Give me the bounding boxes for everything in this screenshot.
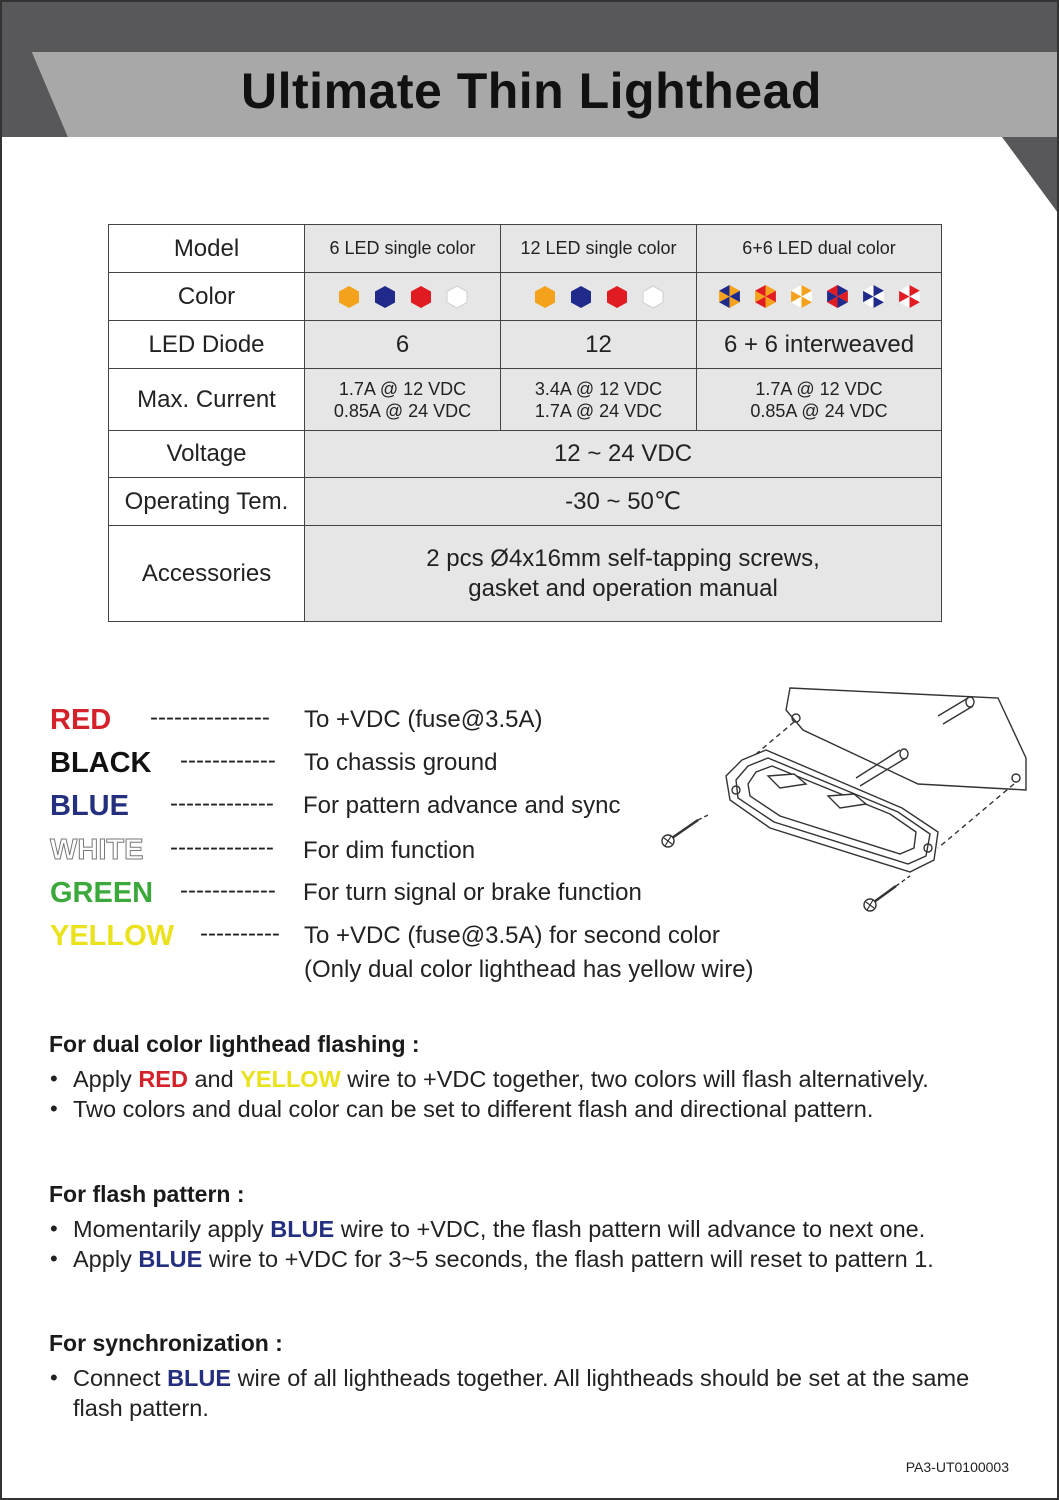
text: Apply <box>73 1246 139 1272</box>
diode-6led: 6 <box>305 321 501 369</box>
page-title: Ultimate Thin Lighthead <box>241 63 822 119</box>
row-label: Color <box>109 273 305 321</box>
blue-hexagon-icon <box>373 285 397 309</box>
current-line: 1.7A @ 12 VDC <box>755 378 883 399</box>
color-swatches-dual <box>697 273 942 321</box>
wire-desc: For pattern advance and sync <box>303 792 621 819</box>
text: Apply <box>73 1066 139 1092</box>
wire-name: RED <box>50 704 112 736</box>
part-code: PA3-UT0100003 <box>905 1459 1009 1475</box>
row-label: LED Diode <box>109 321 305 369</box>
blue-keyword: BLUE <box>270 1216 335 1242</box>
spec-table <box>108 224 942 622</box>
diode-dual: 6 + 6 interweaved <box>697 321 942 369</box>
text: wire to +VDC for 3~5 seconds, the flash pattern will reset to pattern 1. <box>202 1246 934 1272</box>
row-voltage <box>109 431 942 478</box>
row-label: Max. Current <box>109 369 305 431</box>
text: wire of all lightheads together. All lightheads should be set at the same flash pattern. <box>73 1365 970 1421</box>
text: wire to +VDC, the flash pattern will advance to next one. <box>334 1216 926 1242</box>
list-item: • Two colors and dual color can be set to different flash and directional pattern. <box>50 1094 929 1124</box>
lighthead-mounting-diagram <box>638 680 1030 916</box>
white-hexagon-icon <box>445 285 469 309</box>
amber-hexagon-icon <box>337 285 361 309</box>
color-swatches-12led <box>501 273 697 321</box>
amber-hexagon-icon <box>533 285 557 309</box>
wire-name: YELLOW <box>50 920 175 952</box>
list-item <box>50 1064 929 1094</box>
blue-white-hexagon-icon <box>861 284 886 309</box>
section-heading-dual: For dual color lighthead flashing : <box>49 1031 420 1057</box>
row-label: Operating Tem. <box>109 478 305 526</box>
wire-desc: To +VDC (fuse@3.5A) <box>304 706 543 733</box>
text: wire to +VDC together, two colors will flash alternatively. <box>340 1066 929 1092</box>
list-sync <box>50 1363 970 1423</box>
amber-red-hexagon-icon <box>753 284 778 309</box>
accessories-line: 2 pcs Ø4x16mm self-tapping screws, <box>426 544 820 572</box>
current-6led <box>305 369 501 431</box>
current-line: 1.7A @ 12 VDC <box>338 378 467 399</box>
list-flash <box>50 1214 934 1274</box>
model-6led: 6 LED single color <box>305 225 501 273</box>
wire-dashes: --------------- <box>150 704 270 731</box>
current-line: 0.85A @ 24 VDC <box>750 400 888 421</box>
amber-white-hexagon-icon <box>789 284 814 309</box>
wire-name: BLUE <box>50 790 129 822</box>
blue-keyword: BLUE <box>138 1246 203 1272</box>
row-label: Voltage <box>109 431 305 478</box>
red-keyword: RED <box>138 1066 188 1092</box>
red-white-hexagon-icon <box>897 284 922 309</box>
model-12led: 12 LED single color <box>501 225 697 273</box>
list-item <box>50 1244 934 1274</box>
wire-desc: For dim function <box>303 837 476 864</box>
wire-dashes: ------------ <box>180 877 276 904</box>
blue-keyword: BLUE <box>167 1365 232 1391</box>
row-operating-temp <box>109 478 942 526</box>
accessories-value <box>305 526 942 622</box>
wire-name: GREEN <box>50 877 154 909</box>
yellow-keyword: YELLOW <box>240 1066 341 1092</box>
current-line: 0.85A @ 24 VDC <box>333 400 472 421</box>
wire-dashes: ------------- <box>170 790 274 817</box>
blue-hexagon-icon <box>569 285 593 309</box>
row-color <box>109 273 942 321</box>
diode-12led: 12 <box>501 321 697 369</box>
current-line: 3.4A @ 12 VDC <box>534 378 663 399</box>
color-swatches-6led <box>305 273 501 321</box>
section-heading-sync: For synchronization : <box>49 1330 283 1356</box>
current-line: 1.7A @ 24 VDC <box>534 400 663 421</box>
text: Momentarily apply <box>73 1216 271 1242</box>
row-accessories <box>109 526 942 622</box>
red-hexagon-icon <box>605 285 629 309</box>
row-label: Model <box>109 225 305 273</box>
row-max-current <box>109 369 942 431</box>
section-heading-flash: For flash pattern : <box>49 1181 245 1207</box>
amber-blue-hexagon-icon <box>717 284 742 309</box>
wire-dashes: ---------- <box>200 920 280 947</box>
list-item <box>50 1214 934 1244</box>
wire-name: BLACK <box>50 747 152 779</box>
wire-dashes: ------------- <box>170 834 274 861</box>
list-item <box>50 1363 970 1423</box>
accessories-line: gasket and operation manual <box>468 574 778 602</box>
red-hexagon-icon <box>409 285 433 309</box>
row-led-diode <box>109 321 942 369</box>
model-dual: 6+6 LED dual color <box>697 225 942 273</box>
white-hexagon-icon <box>641 285 665 309</box>
wire-desc: To +VDC (fuse@3.5A) for second color <box>304 922 720 949</box>
wire-name: WHITE <box>50 834 144 866</box>
wire-desc: To chassis ground <box>304 749 498 776</box>
voltage-value: 12 ~ 24 VDC <box>305 431 942 478</box>
text: Connect <box>73 1365 168 1391</box>
temp-value: -30 ~ 50℃ <box>305 478 942 526</box>
text: and <box>187 1066 241 1092</box>
blue-red-hexagon-icon <box>825 284 850 309</box>
wire-desc: For turn signal or brake function <box>303 879 642 906</box>
yellow-wire-note: (Only dual color lighthead has yellow wire) <box>304 956 754 983</box>
list-dual <box>50 1064 929 1124</box>
current-12led <box>501 369 697 431</box>
current-dual <box>697 369 942 431</box>
row-label: Accessories <box>109 526 305 622</box>
wire-dashes: ------------ <box>180 747 276 774</box>
row-model <box>109 225 942 273</box>
